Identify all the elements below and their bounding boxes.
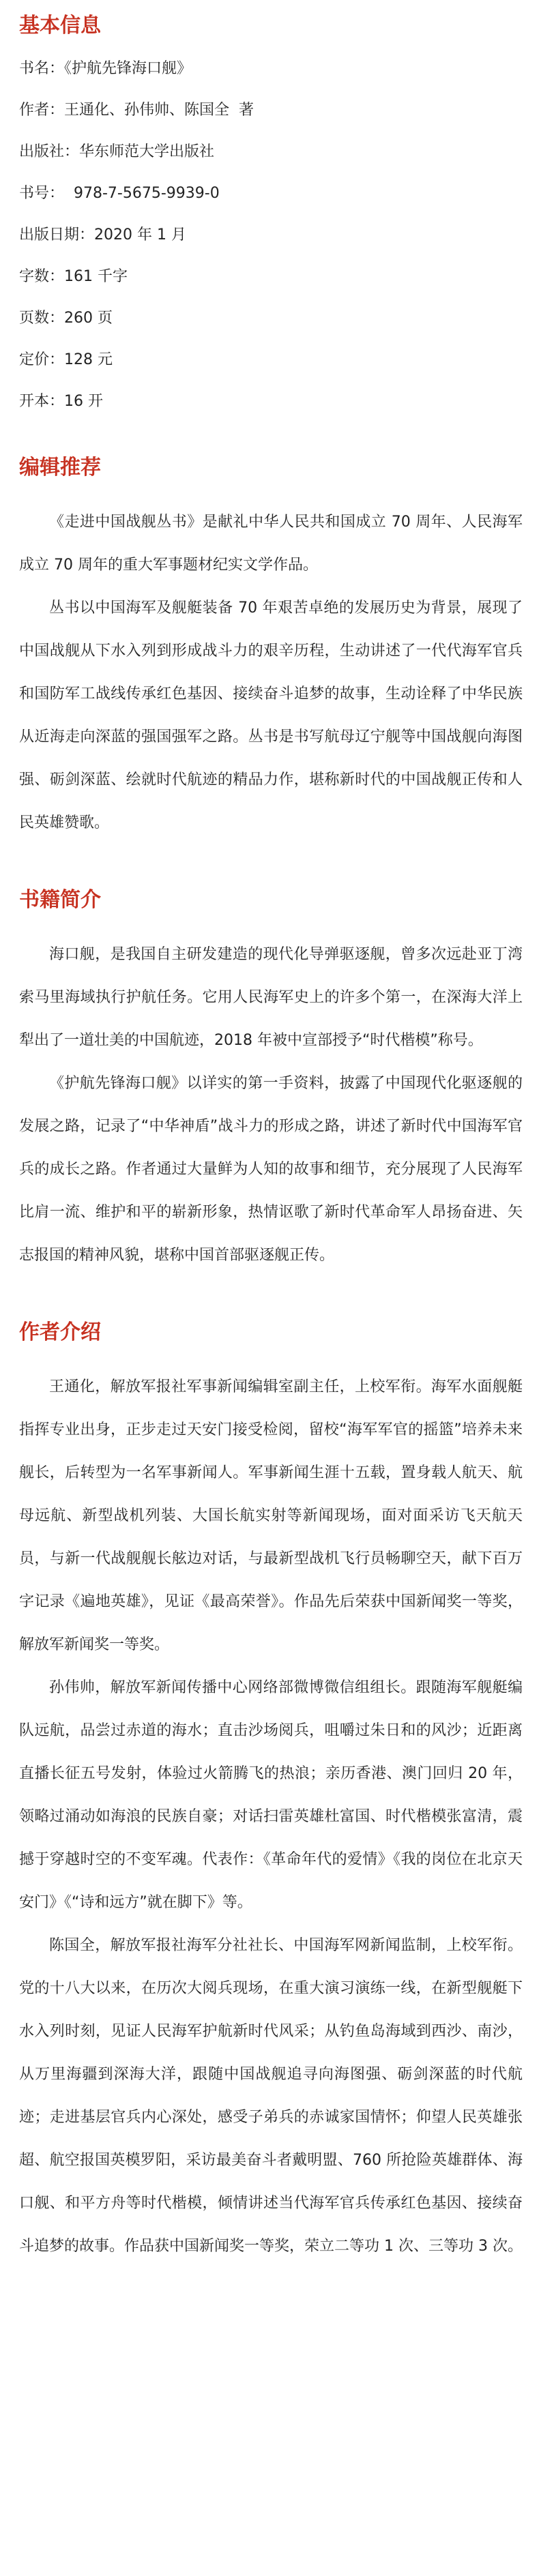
author-intro-paragraph: 孙伟帅，解放军新闻传播中心网络部微博微信组组长。跟随海军舰艇编队远航，品尝过赤道的海水；直击沙场阅兵，咀嚼过朱日和的风沙；近距离直播长征五号发射，体验过火箭腾飞的热浪；亲历香港、澳门回归 20 年，领略过涌动如海浪的民族自豪；对话扫雷英雄杜富国、时代楷模张富清，震撼于穿越时空的不变军魂。代表作：《革命年代的爱情》《我的岗位在北京天安门》《“诗和远方”就在脚下》等。 (19, 1679, 523, 1911)
author-intro-heading: 作者介绍 (19, 1320, 101, 1344)
info-page-count: 页数：260 页 (19, 310, 113, 327)
author-intro-paragraph: 王通化，解放军报社军事新闻编辑室副主任，上校军衔。海军水面舰艇指挥专业出身，正步走过天安门接受检阅，留校“海军军官的摇篮”培养未来舰长，后转型为一名军事新闻人。军事新闻生涯十五载，置身载人航天、航母远航、新型战机列装、大国长航实射等新闻现场，面对面采访飞天航天员，与新一代战舰舰长舷边对话，与最新型战机飞行员畅聊空天，献下百万字记录《遍地英雄》，见证《最高荣誉》。作品先后荣获中国新闻奖一等奖，解放军新闻奖一等奖。 (19, 1378, 523, 1653)
info-format: 开本：16 开 (19, 393, 103, 410)
editor-recommendation-heading: 编辑推荐 (19, 456, 101, 479)
info-authors: 作者：王通化、孙伟帅、陈国全 著 (19, 102, 254, 119)
book-intro-paragraph: 《护航先锋海口舰》以详实的第一手资料，披露了中国现代化驱逐舰的发展之路，记录了“中华神盾”战斗力的形成之路，讲述了新时代中国海军官兵的成长之路。作者通过大量鲜为人知的故事和细节，充分展现了人民海军比肩一流、维护和平的崭新形象，热情讴歌了新时代革命军人昂扬奋进、矢志报国的精神风貌，堪称中国首部驱逐舰正传。 (19, 1075, 523, 1264)
author-intro-section (19, 1319, 523, 2268)
info-publisher: 出版社：华东师范大学出版社 (19, 143, 215, 160)
info-book-title: 书名：《护航先锋海口舰》 (19, 60, 192, 77)
book-intro-heading: 书籍简介 (19, 888, 101, 912)
basic-info-section (19, 12, 523, 412)
editor-recommendation-paragraph: 《走进中国战舰丛书》是献礼中华人民共和国成立 70 周年、人民海军成立 70 周年的重大军事题材纪实文学作品。 (19, 514, 523, 574)
info-price: 定价：128 元 (19, 351, 113, 368)
editor-recommendation-paragraph: 丛书以中国海军及舰艇装备 70 年艰苦卓绝的发展历史为背景，展现了中国战舰从下水入列到形成战斗力的艰辛历程，生动讲述了一代代海军官兵和国防军工战线传承红色基因、接续奋斗追梦的故事，生动诠释了中华民族从近海走向深蓝的强国强军之路。丛书是书写航母辽宁舰等中国战舰向海图强、砺剑深蓝、绘就时代航迹的精品力作，堪称新时代的中国战舰正传和人民英雄赞歌。 (19, 599, 523, 831)
info-publish-date: 出版日期：2020 年 1 月 (19, 226, 186, 243)
editor-recommendation-section (19, 454, 523, 844)
author-intro-paragraph: 陈国全，解放军报社海军分社社长、中国海军网新闻监制，上校军衔。党的十八大以来，在历次大阅兵现场，在重大演习演练一线，在新型舰艇下水入列时刻，见证人民海军护航新时代风采；从钓鱼岛海域到西沙、南沙，从万里海疆到深海大洋，跟随中国战舰追寻向海图强、砺剑深蓝的时代航迹；走进基层官兵内心深处，感受子弟兵的赤诚家国情怀；仰望人民英雄张超、航空报国英模罗阳，采访最美奋斗者戴明盟、760 所抢险英雄群体、海口舰、和平方舟等时代楷模，倾情讲述当代海军官兵传承红色基因、接续奋斗追梦的故事。作品获中国新闻奖一等奖，荣立二等功 1 次、三等功 3 次。 (19, 1937, 523, 2255)
info-isbn: 书号： 978-7-5675-9939-0 (19, 185, 220, 202)
book-intro-section (19, 887, 523, 1277)
basic-info-heading: 基本信息 (19, 14, 101, 38)
info-word-count: 字数：161 千字 (19, 268, 128, 285)
book-intro-paragraph: 海口舰，是我国自主研发建造的现代化导弹驱逐舰，曾多次远赴亚丁湾索马里海域执行护航任务。它用人民海军史上的许多个第一，在深海大洋上犁出了一道壮美的中国航迹，2018 年被中宣部授予“时代楷模”称号。 (19, 946, 523, 1049)
